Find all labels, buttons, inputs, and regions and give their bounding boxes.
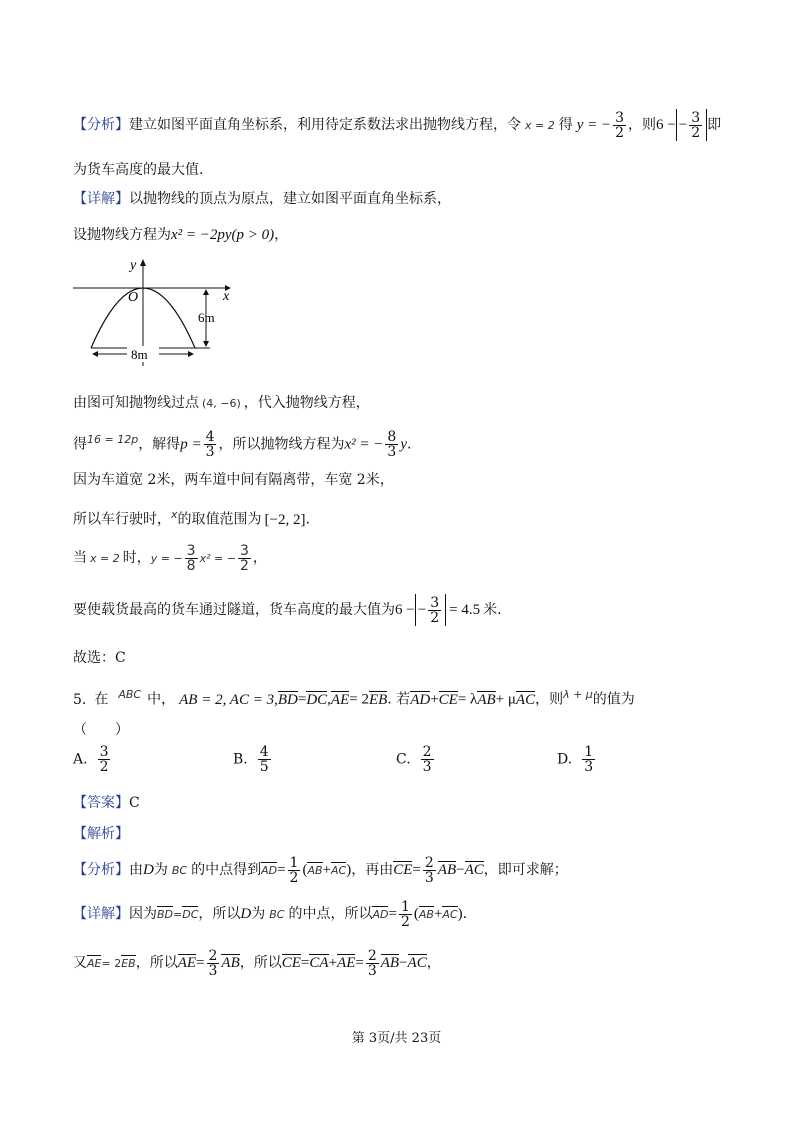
detail-line-1-text: 以抛物线的顶点为原点，建立如图平面直角坐标系， [129,191,451,207]
y-equals: y = − [576,117,612,133]
vector-ae: AE [337,955,356,971]
frac-den: 2 [99,759,109,775]
paren-close: ) [346,862,352,878]
plus: + [433,906,443,922]
abs-fraction [428,596,441,625]
q5-conds: AB = 2, AC = 3, [179,691,278,708]
frac-den: 3 [205,444,215,461]
option-c-letter: C. [396,751,411,768]
frac-den: 3 [367,962,377,979]
analysis-text-c: ，则 [628,117,657,133]
parabola-equation-line [73,225,288,245]
through-point-text-a: 由图可知抛物线过点 [73,395,199,411]
analysis-tag: 【分析】 [73,117,129,133]
frac-num: 8 [387,429,397,446]
option-c[interactable] [396,745,436,774]
through-point-text-b: ，代入抛物线方程， [243,395,370,411]
vector-ce: CE [281,955,301,971]
lane-width-line [73,470,394,490]
frac-den: 3 [422,759,432,775]
equation-16-12p: 16 = 12p [87,433,139,446]
equals-2: = 2 [101,957,122,970]
y-variable: y [400,436,407,453]
plus-mu: + μ [495,691,516,708]
detail-3-line [73,947,441,980]
analysis-line-2 [73,160,203,180]
option-d[interactable] [557,745,597,774]
analysis-line-1 [73,109,721,142]
frac-den: 2 [239,557,249,574]
q5-text-c: . 若 [387,691,411,708]
equals: = [355,955,364,971]
y-equals: y = − [150,552,183,565]
option-b[interactable] [233,745,273,774]
question-number: 5. [73,691,87,708]
equals: = [196,955,205,971]
height-label: 6m [198,310,215,325]
abs-fraction [689,111,702,140]
frac-num: 2 [208,947,218,964]
solve-text-a: 得 [73,436,87,453]
equals: = [297,691,307,708]
point-4-minus-6: (4, −6) [202,397,241,410]
max-height-line [73,594,502,626]
answer-value: C [129,795,140,811]
equals: = [277,862,286,878]
vector-ad: AD [410,691,431,708]
y-axis-label: y [130,258,137,273]
frac-den: 3 [584,759,594,775]
analysis-2-text-d: ，再由 [351,862,394,878]
frac-num: 3 [691,109,701,126]
origin-label: O [128,290,139,305]
answer-tag: 【答案】 [73,795,129,811]
vector-dc: DC [306,691,328,708]
option-b-letter: B. [233,751,248,768]
detail-3-text-b: ，所以 [135,955,178,971]
x-range-text-a: 所以车行驶时， [73,511,171,528]
frac-den: 8 [186,557,196,574]
option-a[interactable] [73,745,112,774]
vector-ac: AC [515,691,536,708]
frac-den: 3 [387,444,397,461]
max-height-text-a: 要使载货最高的货车通过隧道，货车高度的最大值为 [73,602,395,618]
q5-paren: （ ） [73,722,129,738]
solve-text-b: ，解得 [138,436,181,453]
fraction-3-8 [185,544,198,573]
detail-3-text-a: 又 [73,955,87,971]
width-label: 8m [131,347,148,362]
fraction-1-2 [288,856,301,885]
when-text-a: 当 [73,550,87,566]
x-equals-2: x = 2 [525,119,555,132]
height-arrow-bottom-icon [203,341,209,347]
vector-ab: AB [418,908,434,921]
frac-num: 4 [205,429,215,446]
vector-ac: AC [407,955,427,971]
analysis-2-line [73,854,568,887]
triangle-abc: ABC [118,688,142,701]
fraction-8-3 [385,430,398,459]
minus: − [399,955,408,971]
frac-num: 2 [367,947,377,964]
parabola-text-a: 设抛物线方程为 [73,227,171,243]
lambda-plus-mu: λ + μ [563,688,593,701]
analysis-2-text-c: 的中点得到 [191,862,262,878]
minus: − [456,862,465,878]
choose-line [73,648,126,668]
vector-ab: AB [221,955,240,971]
vector-ac: AC [442,908,458,921]
x-range-text-b: 的取值范围为 [177,511,262,528]
equals-lambda: = λ [457,691,478,708]
frac-num: 3 [239,542,249,559]
six-minus: 6 − [656,117,676,133]
p-equals: p = [180,436,202,453]
question-5-line-2 [73,720,129,740]
vector-ab: AB [380,955,400,971]
equals: = [173,908,183,921]
frac-den: 3 [208,962,218,979]
analysis-2-text-b: 为 [153,862,168,878]
when-text-c: ， [252,550,267,566]
frac-num: 4 [259,744,269,760]
parabola-tunnel-figure [73,254,243,366]
frac-den: 5 [259,759,269,775]
lane-width-text: 因为车道宽 2米，两车道中间有隔离带，车宽 2米， [73,472,394,488]
vector-ae: AE [87,957,102,970]
answer-line [73,793,140,813]
vector-ca: CA [309,955,329,971]
x-squared-equals: x² = − [344,436,384,453]
vector-ab: AB [437,862,457,878]
frac-den: 3 [424,869,434,886]
detail-3-text-d: ， [426,955,441,971]
frac-den: 2 [289,869,299,886]
plus: + [430,691,439,708]
x-range-text-c: . [305,511,310,528]
plus: + [322,862,332,878]
when-text-b: 时， [122,550,151,566]
equals: = [388,906,397,922]
vector-bd: BD [157,908,174,921]
frac-num: 3 [186,542,196,559]
analysis-2-text-a: 由 [129,862,143,878]
q5-text-a: 在 [94,691,109,708]
option-c-fraction [421,745,434,774]
x-range-line [73,505,310,530]
option-a-letter: A. [73,751,88,768]
abs-minus: − [678,117,688,133]
frac-num: 1 [289,854,299,871]
x-equals-2: x = 2 [90,552,120,565]
fraction-1-2 [399,900,412,929]
when-x-2-line [73,542,267,575]
question-5-line-1 [73,682,635,713]
max-height-text-b: 米. [483,602,502,618]
page-footer: 第 3页/共 23页 [351,1031,442,1046]
fraction-2-3 [423,856,436,885]
detail-2-text-c: 为 [251,906,266,922]
detail-2-text-a: 因为 [129,906,157,922]
vector-ad: AD [261,864,278,877]
fraction-4-3 [204,430,217,459]
paren-close: ) [457,906,463,922]
equals: = [300,955,310,971]
vector-ab: AB [477,691,496,708]
vector-ae: AE [330,691,350,708]
range-value: [−2, 2] [264,511,306,528]
plus: + [328,955,338,971]
frac-num: 3 [99,744,109,760]
fraction-2-3 [366,949,379,978]
analysis-line-2-text: 为货车高度的最大值. [73,162,204,178]
through-point-line [73,393,370,414]
six-minus: 6 − [395,602,415,618]
frac-num: 3 [430,594,440,611]
frac-num: 2 [424,854,434,871]
solve-text-d: . [406,436,412,453]
frac-den: 2 [615,124,625,141]
jiexi-tag: 【解析】 [73,826,129,842]
detail-tag: 【详解】 [73,191,129,207]
solve-text-c: ，所以抛物线方程为 [218,436,345,453]
frac-num: 3 [615,109,625,126]
vector-ce: CE [393,862,413,878]
vector-ab: AB [307,864,323,877]
frac-den: 2 [400,913,410,930]
vector-eb: EB [121,957,136,970]
abs-value [415,594,446,626]
detail-2-text-e: . [462,906,468,922]
abs-minus: − [417,602,427,618]
d-variable: D [143,862,154,878]
parabola-text-b: ， [274,227,289,243]
q5-text-d: ，则 [535,691,564,708]
vector-ad: AD [372,908,389,921]
abs-value [676,109,707,141]
y-axis-arrow-icon [140,259,146,266]
vector-ac: AC [464,862,484,878]
paren-open: ( [413,906,419,922]
detail-3-text-c: ，所以 [239,955,282,971]
detail-2-line [73,898,467,931]
fraction-3-2 [613,111,626,140]
frac-den: 2 [430,609,440,626]
analysis-2-text-e: ，即可求解； [483,862,568,878]
frac-num: 1 [584,744,594,760]
jiexi-line [73,824,129,844]
option-b-fraction [258,745,271,774]
vector-ae: AE [177,955,197,971]
x-variable: x [171,508,178,521]
option-d-fraction [582,745,595,774]
result-value: = 4.5 [449,602,481,618]
detail-2-text-d: 的中点，所以 [288,906,373,922]
parabola-equation: x² = −2py(p > 0) [171,227,275,243]
segment-bc: BC [171,864,188,877]
comma: , [327,691,331,708]
x-squared-minus: x² = − [199,552,236,565]
detail-2-text-b: ，所以 [198,906,241,922]
equals: = [412,862,421,878]
x-axis-label: x [223,289,230,304]
detail-line-1 [73,189,451,209]
vector-dc: DC [182,908,199,921]
paren-open: ( [302,862,308,878]
frac-num: 2 [422,744,432,760]
q5-text-e: 的值为 [592,691,635,708]
vector-ac: AC [331,864,347,877]
detail-2-tag: 【详解】 [73,906,129,922]
fraction-3-2 [238,544,251,573]
vector-bd: BD [277,691,298,708]
vector-ce: CE [438,691,458,708]
vector-eb: EB [368,691,388,708]
width-arrow-right-icon [188,351,194,357]
height-arrow-top-icon [203,289,209,295]
frac-den: 2 [691,124,701,141]
width-arrow-left-icon [92,351,98,357]
option-a-fraction [98,745,111,774]
frac-num: 1 [400,898,410,915]
analysis-text-b: 得 [558,117,573,133]
fraction-2-3 [207,949,220,978]
q5-text-b: 中， [147,691,176,708]
choose-text: 故选：C [73,650,126,666]
analysis-text-d: 即 [707,117,722,133]
analysis-2-tag: 【分析】 [73,862,129,878]
option-d-letter: D. [557,751,573,768]
segment-bc: BC [269,908,285,921]
equals-2: = 2 [349,691,369,708]
analysis-text-a: 建立如图平面直角坐标系，利用待定系数法求出抛物线方程，令 [129,117,521,133]
solve-p-line [73,424,411,461]
d-variable: D [240,906,252,922]
